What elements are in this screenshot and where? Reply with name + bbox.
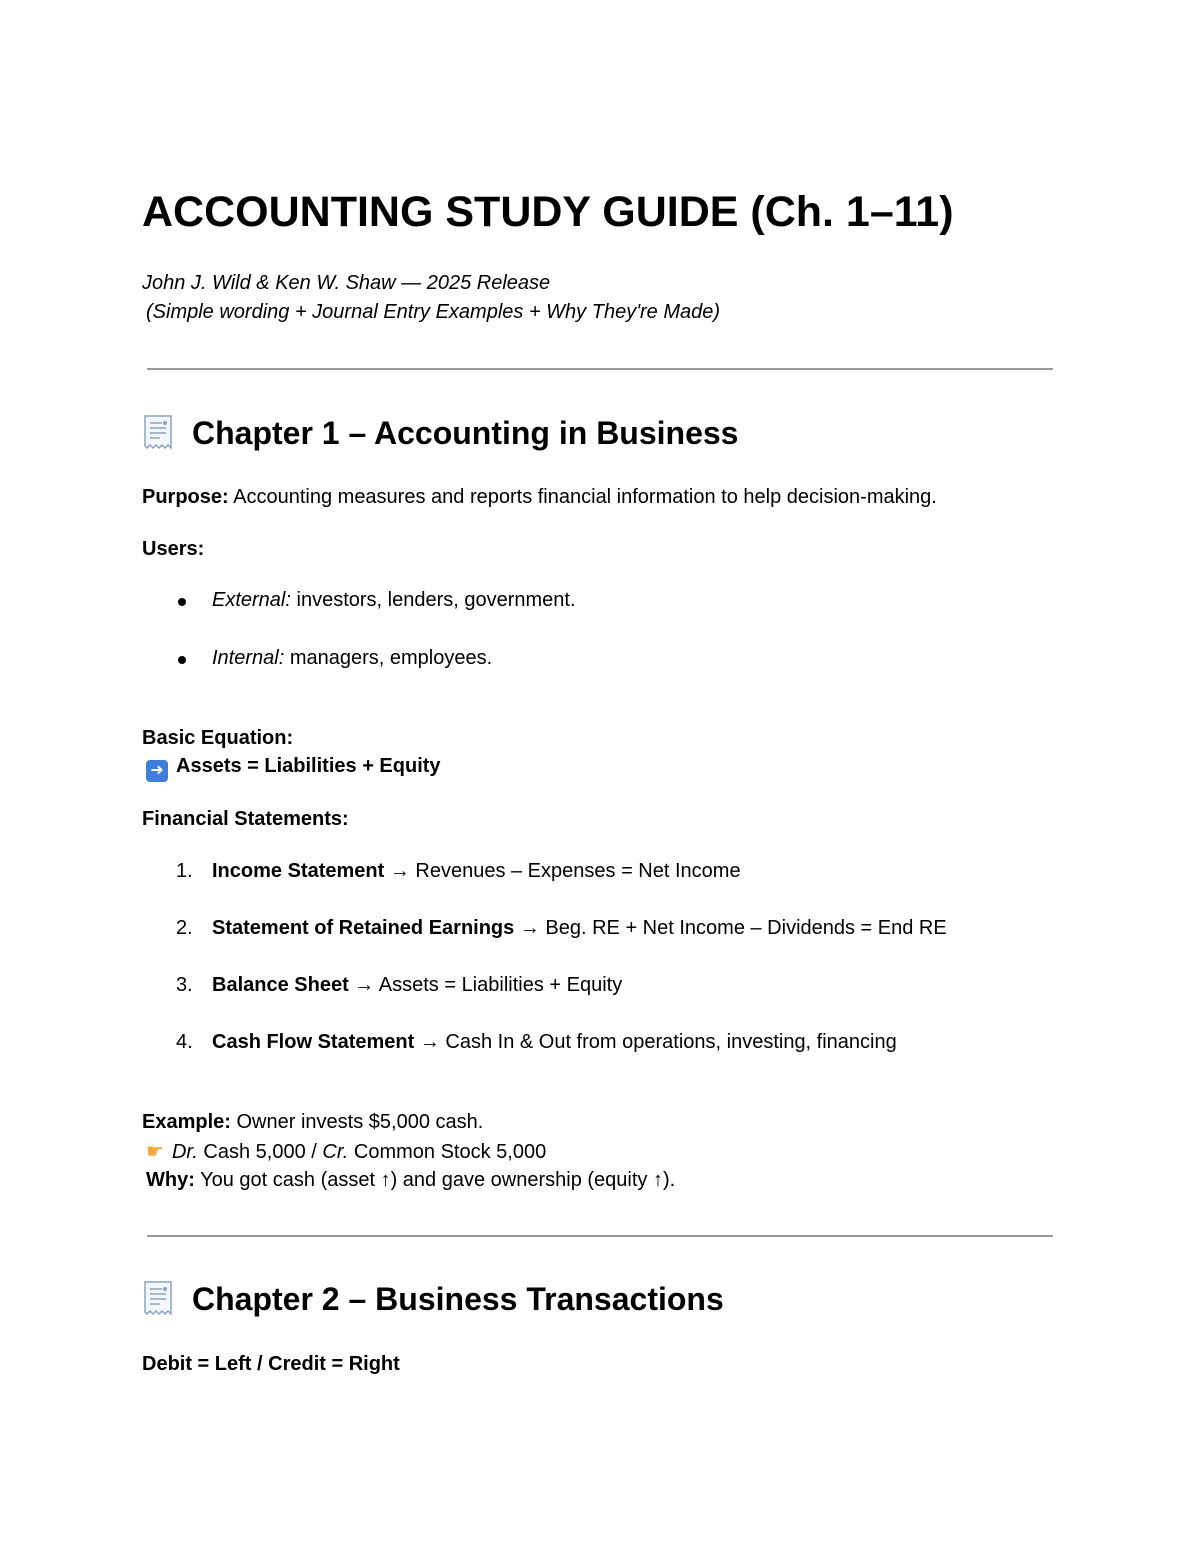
list-item: [212, 1031, 897, 1054]
why-text: You got cash (asset ↑) and gave ownership (equity ↑).: [200, 1169, 676, 1191]
why-label: Why:: [146, 1169, 195, 1191]
equation-line: [146, 755, 441, 782]
why-line: [146, 1169, 675, 1192]
list-number: 2.: [176, 917, 193, 939]
list-item: [212, 589, 576, 612]
pointing-hand-icon: ☛: [146, 1141, 164, 1163]
list-number: 3.: [176, 974, 193, 996]
receipt-icon: [142, 414, 174, 452]
list-item: [212, 860, 741, 883]
chapter-2-title: Chapter 2 – Business Transactions: [192, 1280, 724, 1317]
chapter-2-heading: [142, 1280, 724, 1318]
equation-label: Basic Equation:: [142, 727, 294, 749]
purpose-label: Purpose:: [142, 486, 229, 508]
statement-name: Income Statement: [212, 860, 385, 882]
debit-abbrev: Dr.: [171, 1141, 198, 1163]
subtitle-description: (Simple wording + Journal Entry Examples + Why They're Made): [146, 301, 721, 323]
equation-text: Assets = Liabilities + Equity: [176, 755, 441, 777]
statement-formula: → Beg. RE + Net Income – Dividends = End RE: [519, 917, 947, 939]
journal-entry-line: [146, 1139, 546, 1164]
statement-formula: → Revenues – Expenses = Net Income: [389, 860, 741, 882]
horizontal-divider: [147, 368, 1053, 370]
bullet-icon: [178, 656, 186, 664]
chapter-1-title: Chapter 1 – Accounting in Business: [192, 414, 739, 451]
document-title: ACCOUNTING STUDY GUIDE (Ch. 1–11): [142, 188, 954, 236]
purpose-text: Accounting measures and reports financial information to help decision-making.: [233, 486, 937, 508]
list-item: [176, 917, 193, 940]
users-label: Users:: [142, 538, 205, 560]
statements-label: Financial Statements:: [142, 808, 349, 830]
right-arrow-icon: ➜: [146, 760, 168, 782]
horizontal-divider: [147, 1235, 1053, 1237]
user-type-label: External:: [212, 589, 291, 611]
statement-name: Statement of Retained Earnings: [212, 917, 515, 939]
list-item: [212, 647, 492, 670]
example-line: [142, 1111, 483, 1134]
chapter-1-heading: [142, 414, 738, 452]
user-type-text: managers, employees.: [289, 647, 493, 669]
user-type-text: investors, lenders, government.: [296, 589, 576, 611]
statement-formula: → Assets = Liabilities + Equity: [354, 974, 623, 996]
purpose-line: [142, 486, 937, 509]
statement-formula: → Cash In & Out from operations, investing, financing: [419, 1031, 897, 1053]
statement-name: Cash Flow Statement: [212, 1031, 415, 1053]
example-text: Owner invests $5,000 cash.: [236, 1111, 484, 1133]
list-item: [176, 860, 193, 883]
list-item: [212, 917, 947, 940]
subtitle-authors: John J. Wild & Ken W. Shaw — 2025 Release: [142, 272, 551, 294]
list-item: [212, 974, 622, 997]
bullet-icon: [178, 598, 186, 606]
debit-text: Cash 5,000 /: [203, 1141, 317, 1163]
example-label: Example:: [142, 1111, 231, 1133]
list-number: 4.: [176, 1031, 193, 1053]
list-item: [176, 974, 193, 997]
user-type-label: Internal:: [212, 647, 285, 669]
receipt-icon: [142, 1280, 174, 1318]
credit-abbrev: Cr.: [322, 1141, 349, 1163]
list-number: 1.: [176, 860, 193, 882]
debit-credit-rule: Debit = Left / Credit = Right: [142, 1353, 400, 1375]
statement-name: Balance Sheet: [212, 974, 349, 996]
credit-text: Common Stock 5,000: [353, 1141, 547, 1163]
list-item: [176, 1031, 193, 1054]
